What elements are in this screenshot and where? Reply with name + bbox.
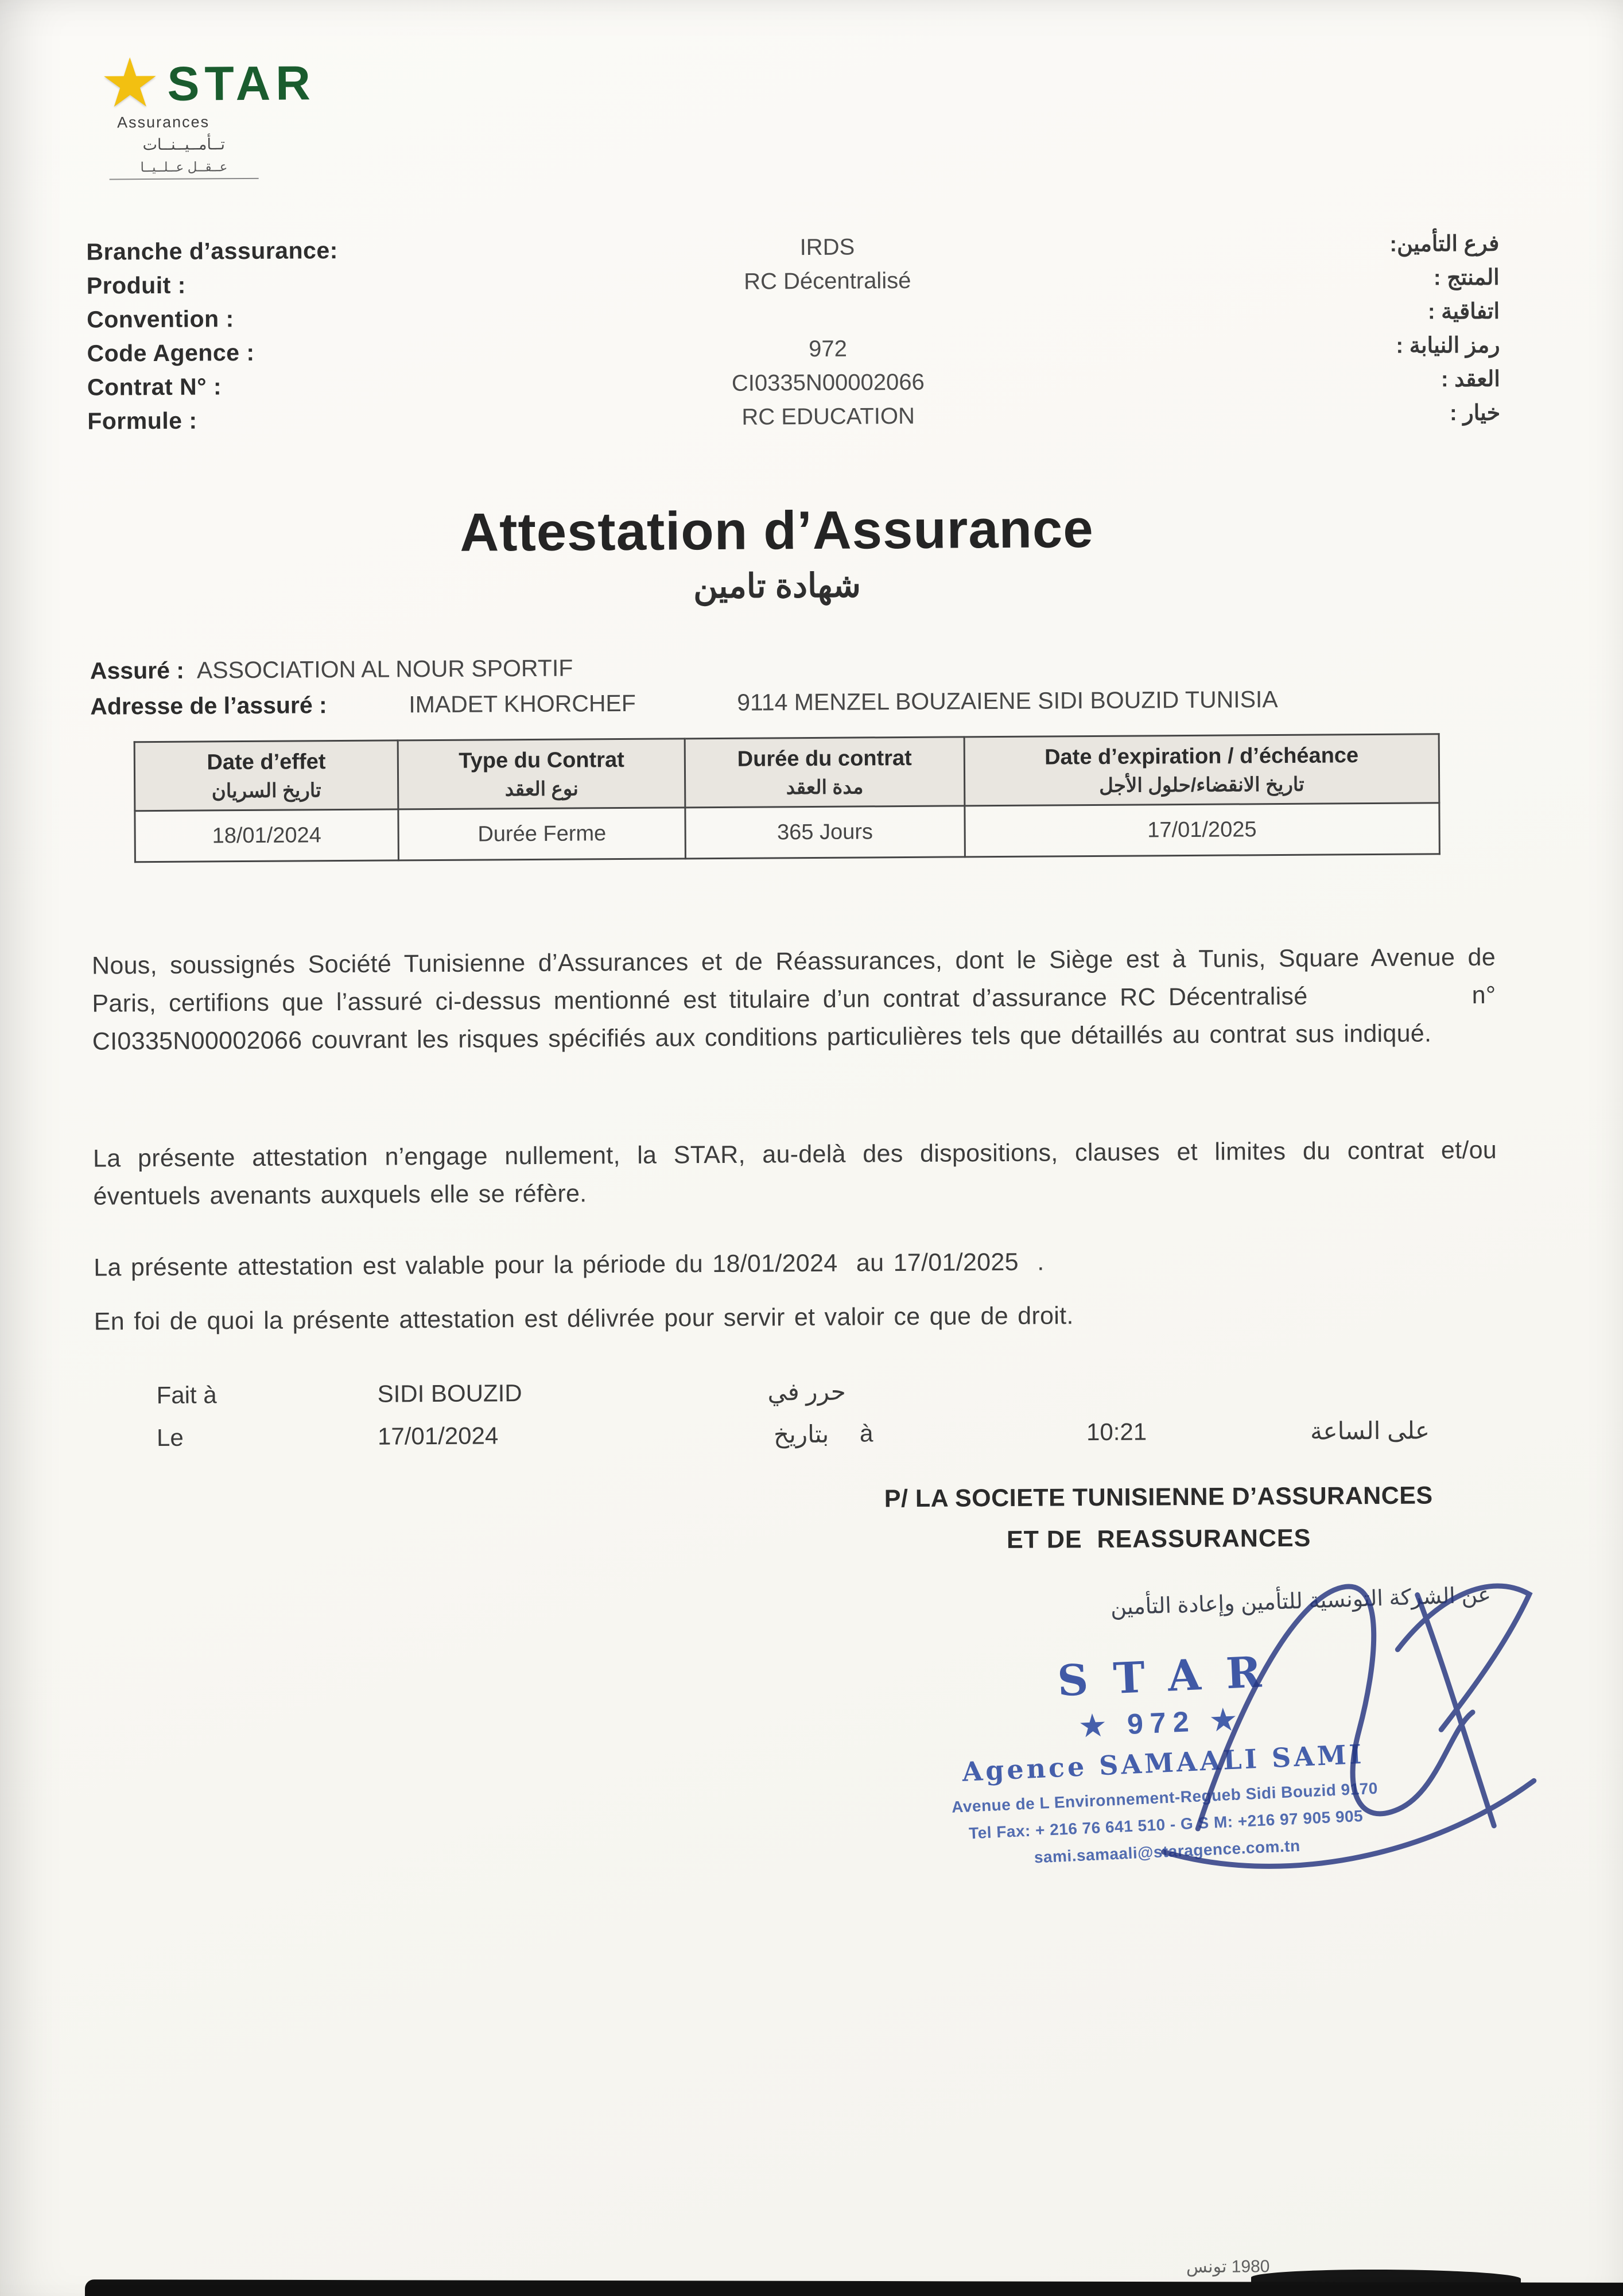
fait-a-label: Fait à xyxy=(156,1381,217,1409)
table-header-row xyxy=(134,734,1439,811)
insured-address-city: 9114 MENZEL BOUZAIENE SIDI BOUZID TUNISIA xyxy=(737,686,1278,716)
header-ar: نوع العقد xyxy=(504,778,578,801)
stamp-agency-number: ★ 972 ★ xyxy=(1079,1703,1244,1743)
field-label-arabic: خيار : xyxy=(1449,401,1501,426)
paragraph-validity: La présente attestation est valable pour la période du 18/01/2024 au 17/01/2025 . xyxy=(94,1248,1045,1282)
field-label: Produit : xyxy=(86,272,186,299)
header-fr: Type du Contrat xyxy=(459,747,624,773)
header-duree-contrat xyxy=(685,737,964,808)
handwritten-signature xyxy=(1127,1539,1554,1875)
stamp-agency-name: Agence SAMAALI SAMI xyxy=(961,1738,1365,1787)
header-fr: Durée du contrat xyxy=(737,746,912,771)
company-line-2: ET DE REASSURANCES xyxy=(1006,1524,1311,1554)
paragraph-closing: En foi de quoi la présente attestation est délivrée pour servir et valoir ce que de droit. xyxy=(94,1302,1074,1336)
field-value: RC Décentralisé xyxy=(744,267,911,294)
field-label-arabic: فرع التأمين: xyxy=(1389,231,1500,257)
footer-text-fragment: 1980 تونس xyxy=(1186,2257,1270,2277)
insured-name: ASSOCIATION AL NOUR SPORTIF xyxy=(196,654,573,684)
field-label-arabic: اتفاقية : xyxy=(1427,299,1500,324)
contract-table xyxy=(134,733,1440,863)
issue-block xyxy=(156,1374,1511,1467)
cell-date-expiration: 17/01/2025 xyxy=(964,803,1439,857)
header-ar: تاريخ السريان xyxy=(211,779,321,802)
field-value: IRDS xyxy=(799,234,855,261)
field-label-arabic: العقد : xyxy=(1440,367,1500,392)
header-ar: مدة العقد xyxy=(786,776,864,799)
document-title: Attestation d’Assurance xyxy=(459,498,1094,563)
field-label-arabic: المنتج : xyxy=(1433,265,1500,290)
table-row xyxy=(135,803,1440,862)
field-value xyxy=(477,313,1178,317)
logo-arabic-slogan: عــقــل عــلــيــا xyxy=(109,159,258,180)
field-value: RC EDUCATION xyxy=(741,403,915,430)
insured-label: Assuré : xyxy=(90,657,185,684)
issue-date-row xyxy=(157,1416,1511,1467)
time-label-arabic: على الساعة xyxy=(1310,1417,1430,1445)
a-label: à xyxy=(859,1420,873,1447)
fait-a-label-arabic: حرر في xyxy=(767,1378,846,1406)
header-fr: Date d’expiration / d’échéance xyxy=(1045,743,1359,770)
header-ar: تاريخ الانقضاء/حلول الأجل xyxy=(1099,773,1304,797)
header-fr: Date d’effet xyxy=(207,750,326,775)
field-label: Branche d’assurance: xyxy=(86,237,338,265)
field-value: 972 xyxy=(808,336,848,362)
field-label: Contrat N° : xyxy=(87,373,222,401)
field-label: Code Agence : xyxy=(87,339,255,367)
company-line-1: P/ LA SOCIETE TUNISIENNE D’ASSURANCES xyxy=(884,1481,1433,1513)
document-title-arabic: شهادة تامين xyxy=(693,567,861,606)
insured-block xyxy=(90,649,1514,729)
policy-fields xyxy=(86,227,1500,439)
field-value: CI0335N00002066 xyxy=(731,369,925,396)
company-line-arabic: عن الشركة التونسية للتأمين وإعادة التأمين xyxy=(1110,1583,1492,1620)
logo-arabic-name: تــأمــيــنــات xyxy=(142,135,226,154)
header-date-expiration xyxy=(964,734,1439,806)
stamp-email: sami.samaali@staragence.com.tn xyxy=(1034,1836,1301,1867)
star-logo xyxy=(99,45,364,180)
issue-place-row xyxy=(156,1374,1511,1424)
field-label-arabic: رمز النيابة : xyxy=(1396,333,1500,358)
cell-date-effet: 18/01/2024 xyxy=(135,809,399,862)
header-date-effet xyxy=(134,740,398,811)
field-label: Formule : xyxy=(87,407,197,435)
logo-brand-text: STAR xyxy=(167,56,316,111)
le-label: Le xyxy=(156,1424,184,1451)
paragraph-disclaimer: La présente attestation n’engage nullement, la STAR, au-delà des dispositions, clauses et limites du contrat et/ou éventuels avenants auxquels elle se réfère. xyxy=(92,1136,1497,1211)
field-label: Convention : xyxy=(87,305,234,333)
insured-address-street: IMADET KHORCHEF xyxy=(409,689,636,718)
stamp-address: Avenue de L Environnement-Regueb Sidi Bouzid 9170 xyxy=(951,1779,1379,1816)
star-icon: ★ xyxy=(99,45,161,122)
date-label-arabic: بتاريخ xyxy=(773,1420,829,1448)
paragraph-certification: Nous, soussignés Société Tunisienne d’Assurances et de Réassurances, dont le Siège est à Tunis, Square Avenue de Paris, certifions que l’assuré ci-dessus mentionné est titulaire d’un contrat d’assurance RC Décentralisé n° CI0335N00002066 couvrant les risques spécifiés aux conditions particulières tels que détaillés au contrat sus indiqué. xyxy=(91,943,1496,1056)
issue-time: 10:21 xyxy=(1086,1418,1147,1446)
scan-edge-band xyxy=(85,2279,1623,2296)
stamp-telephone: Tel Fax: + 216 76 641 510 - G S M: +216 97 905 905 xyxy=(968,1806,1364,1843)
cell-type-contrat: Durée Ferme xyxy=(398,808,686,860)
insured-address-label: Adresse de l’assuré : xyxy=(90,692,327,720)
header-type-contrat xyxy=(398,739,685,809)
issue-date: 17/01/2024 xyxy=(377,1422,499,1450)
logo-subtitle: Assurances xyxy=(117,113,210,131)
cell-duree-contrat: 365 Jours xyxy=(685,806,965,859)
issue-place: SIDI BOUZID xyxy=(377,1379,522,1407)
stamp-brand: STAR xyxy=(1056,1646,1288,1707)
